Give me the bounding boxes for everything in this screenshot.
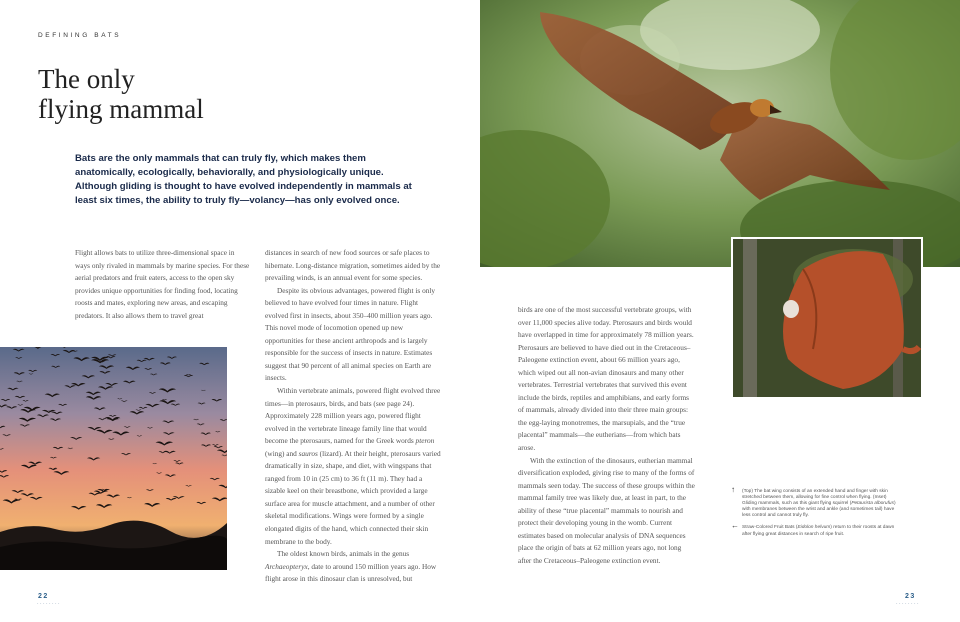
body-column-1 bbox=[75, 247, 251, 322]
title-line-2: flying mammal bbox=[38, 94, 204, 124]
caption-2-species: Eidolon helvum bbox=[797, 525, 831, 531]
page-number-left: 22 bbox=[38, 593, 49, 600]
col2-p3-part-c: (lizard). At their height, pterosaurs varied dramatically in size, shape, and diet, with wingspans that ranged from 10 in (25 cm) to 36 ft (11 m). They had a sizable keel on their breastbone, which provided a large surface area for muscle attachment, and a number of other skeletal modifications. Wings were formed by a single elongated digits of the hand, which connected their skin membrane to the body. bbox=[265, 448, 441, 546]
col3-paragraph-2: With the extinction of the dinosaurs, eutherian mammal diversification exploded, giving rise to many of the forms of mammals seen today. The success of these groups within the mammal family tree was likely due, at least in part, to the ability of these “true placental” mammals to nourish and protect their developing young in the womb. Current estimates based on molecular analysis of DNA sequences place the origin of bats at 62 million years ago, not long after the Cretaceous–Paleogene extinction event. bbox=[518, 455, 695, 565]
bat-swarm-sunset-photo bbox=[0, 347, 227, 570]
greek-word-sauros: sauros bbox=[298, 448, 318, 458]
genus-archaeopteryx: Archaeopteryx bbox=[265, 561, 308, 571]
page-number-right: 23 bbox=[905, 593, 916, 600]
col2-paragraph-3 bbox=[265, 385, 441, 548]
col3-paragraph-1: birds are one of the most successful vertebrate groups, with over 11,000 species alive today. Pterosaurs and birds would have overlapped in time for approximately 78 million years. Pterosaurs are believed to have died out in the Cretaceous–Paleogene extinction event, about 66 million years ago, which wiped out all non-avian dinosaurs and many other vertebrates. Terrestrial vertebrates that survived this event include the birds, reptiles and amphibians, and early forms of mammals, already divided into their three main groups: the egg-laying monotremes, the marsupials, and the “true placental” mammals—the eutherians—from which bats arose. bbox=[518, 305, 694, 453]
caption-2-part-b: ) return to their roosts at dawn after flying great distances in search of ripe fruit. bbox=[742, 525, 895, 537]
col2-p4-part-a: The oldest known birds, animals in the genus bbox=[277, 549, 410, 559]
col2-paragraph-1: distances in search of new food sources or safe places to hibernate. Long-distance migration, sometimes aided by the prevailing winds, is an annual event for some species. bbox=[265, 248, 441, 283]
flying-squirrel-photo bbox=[731, 237, 923, 399]
folio-dots-right: ........ bbox=[896, 600, 920, 606]
flying-fox-bat-photo bbox=[480, 0, 960, 267]
title-line-1: The only bbox=[38, 64, 135, 94]
caption-1-part-a: (Top) The bat wing consists of an extended hand and finger with skin stretched between them, allowing for fine control when flying. (Inset) Gliding mammals, such as this giant flying squirrel ( bbox=[742, 489, 888, 507]
folio-dots-left: ........ bbox=[37, 600, 61, 606]
caption-1-species: Petaurista alborufus bbox=[851, 501, 894, 507]
caption-1-part-b: ) with membranes between the wrist and ankle (and sometimes tail) have less control and cannot truly fly. bbox=[742, 501, 896, 519]
col1-paragraph: Flight allows bats to utilize three-dimensional space in ways only rivaled in mammals by marine species. For these aerial predators and fruit eaters, access to the open sky provides unique opportunities for finding food, locating roosts and mates, exploring new areas, and escaping predators. It also allows them to travel great bbox=[75, 248, 250, 320]
arrow-left-icon: ← bbox=[731, 521, 739, 531]
col2-paragraph-2: Despite its obvious advantages, powered flight is only believed to have evolved four times in nature. Flight evolved first in insects, about 350–400 million years ago. This novel mode of locomotion opened up new opportunities for these ancient arthropods and is largely responsible for the success of insects in nature. Estimates suggest that 90 percent of all animal species on Earth are insects. bbox=[265, 285, 436, 383]
greek-word-pteron: pteron bbox=[415, 436, 435, 446]
col2-p3-part-a: Within vertebrate animals, powered flight evolved three times—in pterosaurs, birds, and bats (see page 24). Approximately 228 million years ago, powered flight evolved in the vertebrate lineage family line that would become the pterosaurs, named for the Greek words bbox=[265, 386, 441, 446]
intro-paragraph: Bats are the only mammals that can truly fly, which makes them anatomically, ecologically, behaviorally, and physiologically unique. Although gliding is thought to have evolved independently in mammals at least six times, the ability to truly fly—volancy—has only evolved once. bbox=[75, 153, 412, 206]
body-column-2 bbox=[265, 247, 441, 586]
running-head: DEFINING BATS bbox=[38, 32, 122, 39]
arrow-up-icon: ↑ bbox=[731, 485, 735, 494]
col2-p3-part-b: (wing) and bbox=[265, 448, 299, 458]
photo-captions bbox=[731, 485, 901, 544]
sunset-illustration bbox=[0, 347, 227, 570]
body-column-3 bbox=[518, 304, 696, 567]
col2-p4-part-b: , date to around 150 million years ago. How flight arose in this dinosaur clan is unresolved, but bbox=[265, 561, 437, 584]
flying-fox-illustration bbox=[480, 0, 960, 267]
col2-paragraph-4 bbox=[265, 548, 441, 586]
caption-sunset bbox=[731, 521, 901, 537]
flying-squirrel-illustration bbox=[733, 239, 921, 397]
page-title bbox=[38, 64, 298, 124]
caption-top-and-inset bbox=[731, 485, 901, 519]
caption-2-part-a: Straw-Colored Fruit Bats ( bbox=[742, 525, 798, 531]
